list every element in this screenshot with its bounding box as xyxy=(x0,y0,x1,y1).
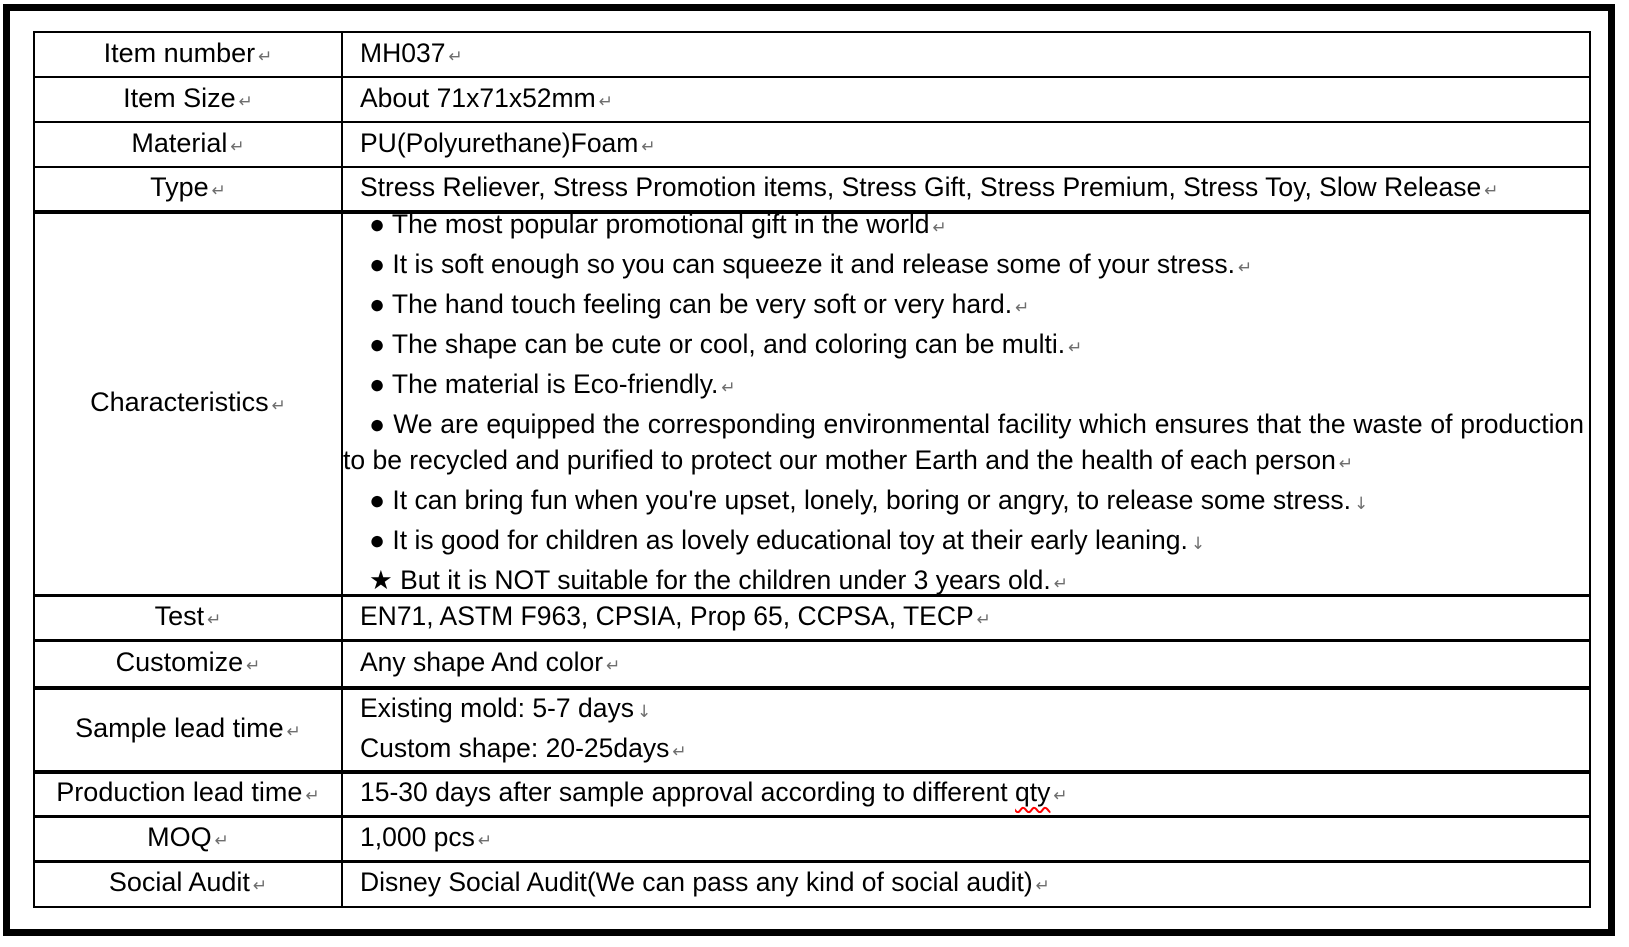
value-paragraph xyxy=(343,644,1584,684)
paragraph-mark-icon: ↵ xyxy=(1053,574,1068,594)
line-break-mark-icon: ↓ xyxy=(1353,494,1369,514)
paragraph-mark-icon: ↵ xyxy=(207,610,222,630)
paragraph-mark-icon: ↵ xyxy=(246,655,261,676)
label-cell-type xyxy=(34,167,342,212)
bullet-line xyxy=(343,246,1584,286)
paragraph-mark-icon: ↵ xyxy=(1237,258,1253,278)
value-text: Stress Reliever, Stress Promotion items, Stress Gift, Stress Premium, Stress Toy, Slow Release xyxy=(360,172,1482,202)
table-row-material xyxy=(34,122,1590,167)
paragraph-mark-icon: ↵ xyxy=(238,91,253,112)
value-cell-characteristics xyxy=(342,212,1590,596)
bullet-line xyxy=(343,482,1584,522)
value-paragraph xyxy=(343,819,1584,859)
value-cell-material xyxy=(342,122,1590,167)
label-cell-moq xyxy=(34,817,342,862)
value-text: ● The most popular promotional gift in the world xyxy=(369,214,930,239)
value-cell-moq xyxy=(342,817,1590,862)
table-row-item-size xyxy=(34,77,1590,122)
value-cell-sample-lead-time xyxy=(342,688,1590,772)
value-text: Disney Social Audit(We can pass any kind of social audit) xyxy=(360,867,1033,898)
label-text: Type xyxy=(150,172,209,202)
value-cell-item-number xyxy=(342,32,1590,77)
table-row-characteristics xyxy=(34,212,1590,596)
paragraph-mark-icon: ↵ xyxy=(1484,181,1499,201)
paragraph-mark-icon: ↵ xyxy=(721,378,736,398)
paragraph-mark-icon: ↵ xyxy=(1053,786,1068,807)
value-text: ● The hand touch feeling can be very soft or very hard. xyxy=(369,289,1013,319)
bullet-line xyxy=(343,286,1584,326)
paragraph-mark-icon: ↵ xyxy=(214,831,229,851)
line-break-mark-icon: ↓ xyxy=(1190,534,1206,554)
misspelled-word: qty xyxy=(1015,777,1051,808)
value-text: ● We are equipped the corresponding environmental facility which ensures that the waste of production to be recycled and purified to protect our mother Earth and the health of each person xyxy=(343,409,1584,475)
table-row-item-number xyxy=(34,32,1590,77)
value-text: MH037 xyxy=(360,37,446,68)
value-paragraph xyxy=(343,35,1584,75)
label-text: Material xyxy=(131,127,228,158)
label-text: Characteristics xyxy=(90,387,269,417)
paragraph-mark-icon: ↵ xyxy=(448,46,463,67)
label-text: Item Size xyxy=(123,82,236,113)
value-text: PU(Polyurethane)Foam xyxy=(360,127,639,158)
bullet-line xyxy=(343,214,1584,246)
paragraph-mark-icon: ↵ xyxy=(672,741,687,762)
paragraph-mark-icon: ↵ xyxy=(286,721,301,742)
bullet-line xyxy=(343,522,1584,562)
value-paragraph xyxy=(343,598,1584,638)
paragraph-mark-icon: ↵ xyxy=(305,786,320,807)
paragraph-mark-icon: ↵ xyxy=(1338,454,1354,474)
value-text: Any shape And color xyxy=(360,646,604,677)
value-text: Custom shape: 20-25days xyxy=(360,732,670,763)
value-cell-customize xyxy=(342,641,1590,688)
value-paragraph xyxy=(343,864,1584,904)
value-text: ● It is good for children as lovely educational toy at their early leaning. xyxy=(369,525,1188,555)
label-text: Test xyxy=(154,601,205,631)
value-text: 1,000 pcs xyxy=(360,822,475,852)
table-row-production-lead-time xyxy=(34,772,1590,817)
bullet-line xyxy=(343,366,1584,406)
label-cell-social-audit xyxy=(34,862,342,907)
table-row-sample-lead-time xyxy=(34,688,1590,772)
label-cell-characteristics xyxy=(34,212,342,596)
paragraph-mark-icon: ↵ xyxy=(606,655,621,676)
label-text: MOQ xyxy=(147,822,212,852)
paragraph-mark-icon: ↵ xyxy=(1068,338,1083,358)
label-cell-customize xyxy=(34,641,342,688)
value-text: Existing mold: 5-7 days xyxy=(360,692,634,723)
paragraph-mark-icon: ↵ xyxy=(211,181,226,201)
value-text: 15-30 days after sample approval according to different xyxy=(360,777,1016,808)
value-paragraph xyxy=(343,125,1584,165)
value-text: ● The shape can be cute or cool, and coloring can be multi. xyxy=(369,329,1066,359)
label-text: Social Audit xyxy=(108,867,250,898)
value-text: About 71x71x52mm xyxy=(360,82,596,113)
value-cell-production-lead-time xyxy=(342,772,1590,817)
value-paragraph xyxy=(343,690,1584,730)
label-cell-material xyxy=(34,122,342,167)
label-cell-item-size xyxy=(34,77,342,122)
paragraph-mark-icon: ↵ xyxy=(932,218,947,238)
paragraph-mark-icon: ↵ xyxy=(1015,298,1030,318)
paragraph-mark-icon: ↵ xyxy=(252,876,268,897)
value-cell-item-size xyxy=(342,77,1590,122)
paragraph-mark-icon: ↵ xyxy=(641,136,656,157)
paragraph-mark-icon: ↵ xyxy=(976,610,991,630)
value-text: ● It is soft enough so you can squeeze it and release some of your stress. xyxy=(369,249,1235,279)
value-paragraph xyxy=(343,774,1584,814)
value-cell-social-audit xyxy=(342,862,1590,907)
label-cell-sample-lead-time xyxy=(34,688,342,772)
line-break-mark-icon: ↓ xyxy=(636,701,652,722)
label-text: Production lead time xyxy=(56,777,303,808)
value-text: ● It can bring fun when you're upset, lonely, boring or angry, to release some stress. xyxy=(369,485,1351,515)
label-text: Item number xyxy=(103,37,256,68)
label-text: Customize xyxy=(115,646,244,677)
value-cell-test xyxy=(342,596,1590,641)
label-text: Sample lead time xyxy=(75,712,284,743)
value-text: EN71, ASTM F963, CPSIA, Prop 65, CCPSA, TECP xyxy=(360,601,974,631)
label-cell-item-number xyxy=(34,32,342,77)
paragraph-mark-icon: ↵ xyxy=(1035,876,1050,897)
bullet-line xyxy=(343,406,1584,482)
paragraph-mark-icon: ↵ xyxy=(598,91,613,112)
characteristics-list xyxy=(343,214,1584,594)
paragraph-mark-icon: ↵ xyxy=(271,396,286,416)
value-cell-type xyxy=(342,167,1590,212)
label-cell-test xyxy=(34,596,342,641)
paragraph-mark-icon: ↵ xyxy=(230,136,245,157)
paragraph-mark-icon: ↵ xyxy=(258,46,273,67)
label-cell-production-lead-time xyxy=(34,772,342,817)
bullet-line xyxy=(343,326,1584,366)
value-paragraph xyxy=(343,169,1584,209)
paragraph-mark-icon: ↵ xyxy=(477,831,493,851)
star-warning-line xyxy=(343,562,1584,594)
value-paragraph xyxy=(343,730,1584,770)
value-text: ★ But it is NOT suitable for the children under 3 years old. xyxy=(369,565,1051,594)
table-row-moq xyxy=(34,817,1590,862)
table-row-customize xyxy=(34,641,1590,688)
value-text: ● The material is Eco-friendly. xyxy=(369,369,719,399)
table-row-type xyxy=(34,167,1590,212)
value-paragraph xyxy=(343,80,1584,120)
table-row-social-audit xyxy=(34,862,1590,907)
table-row-test xyxy=(34,596,1590,641)
product-spec-table xyxy=(33,31,1591,908)
